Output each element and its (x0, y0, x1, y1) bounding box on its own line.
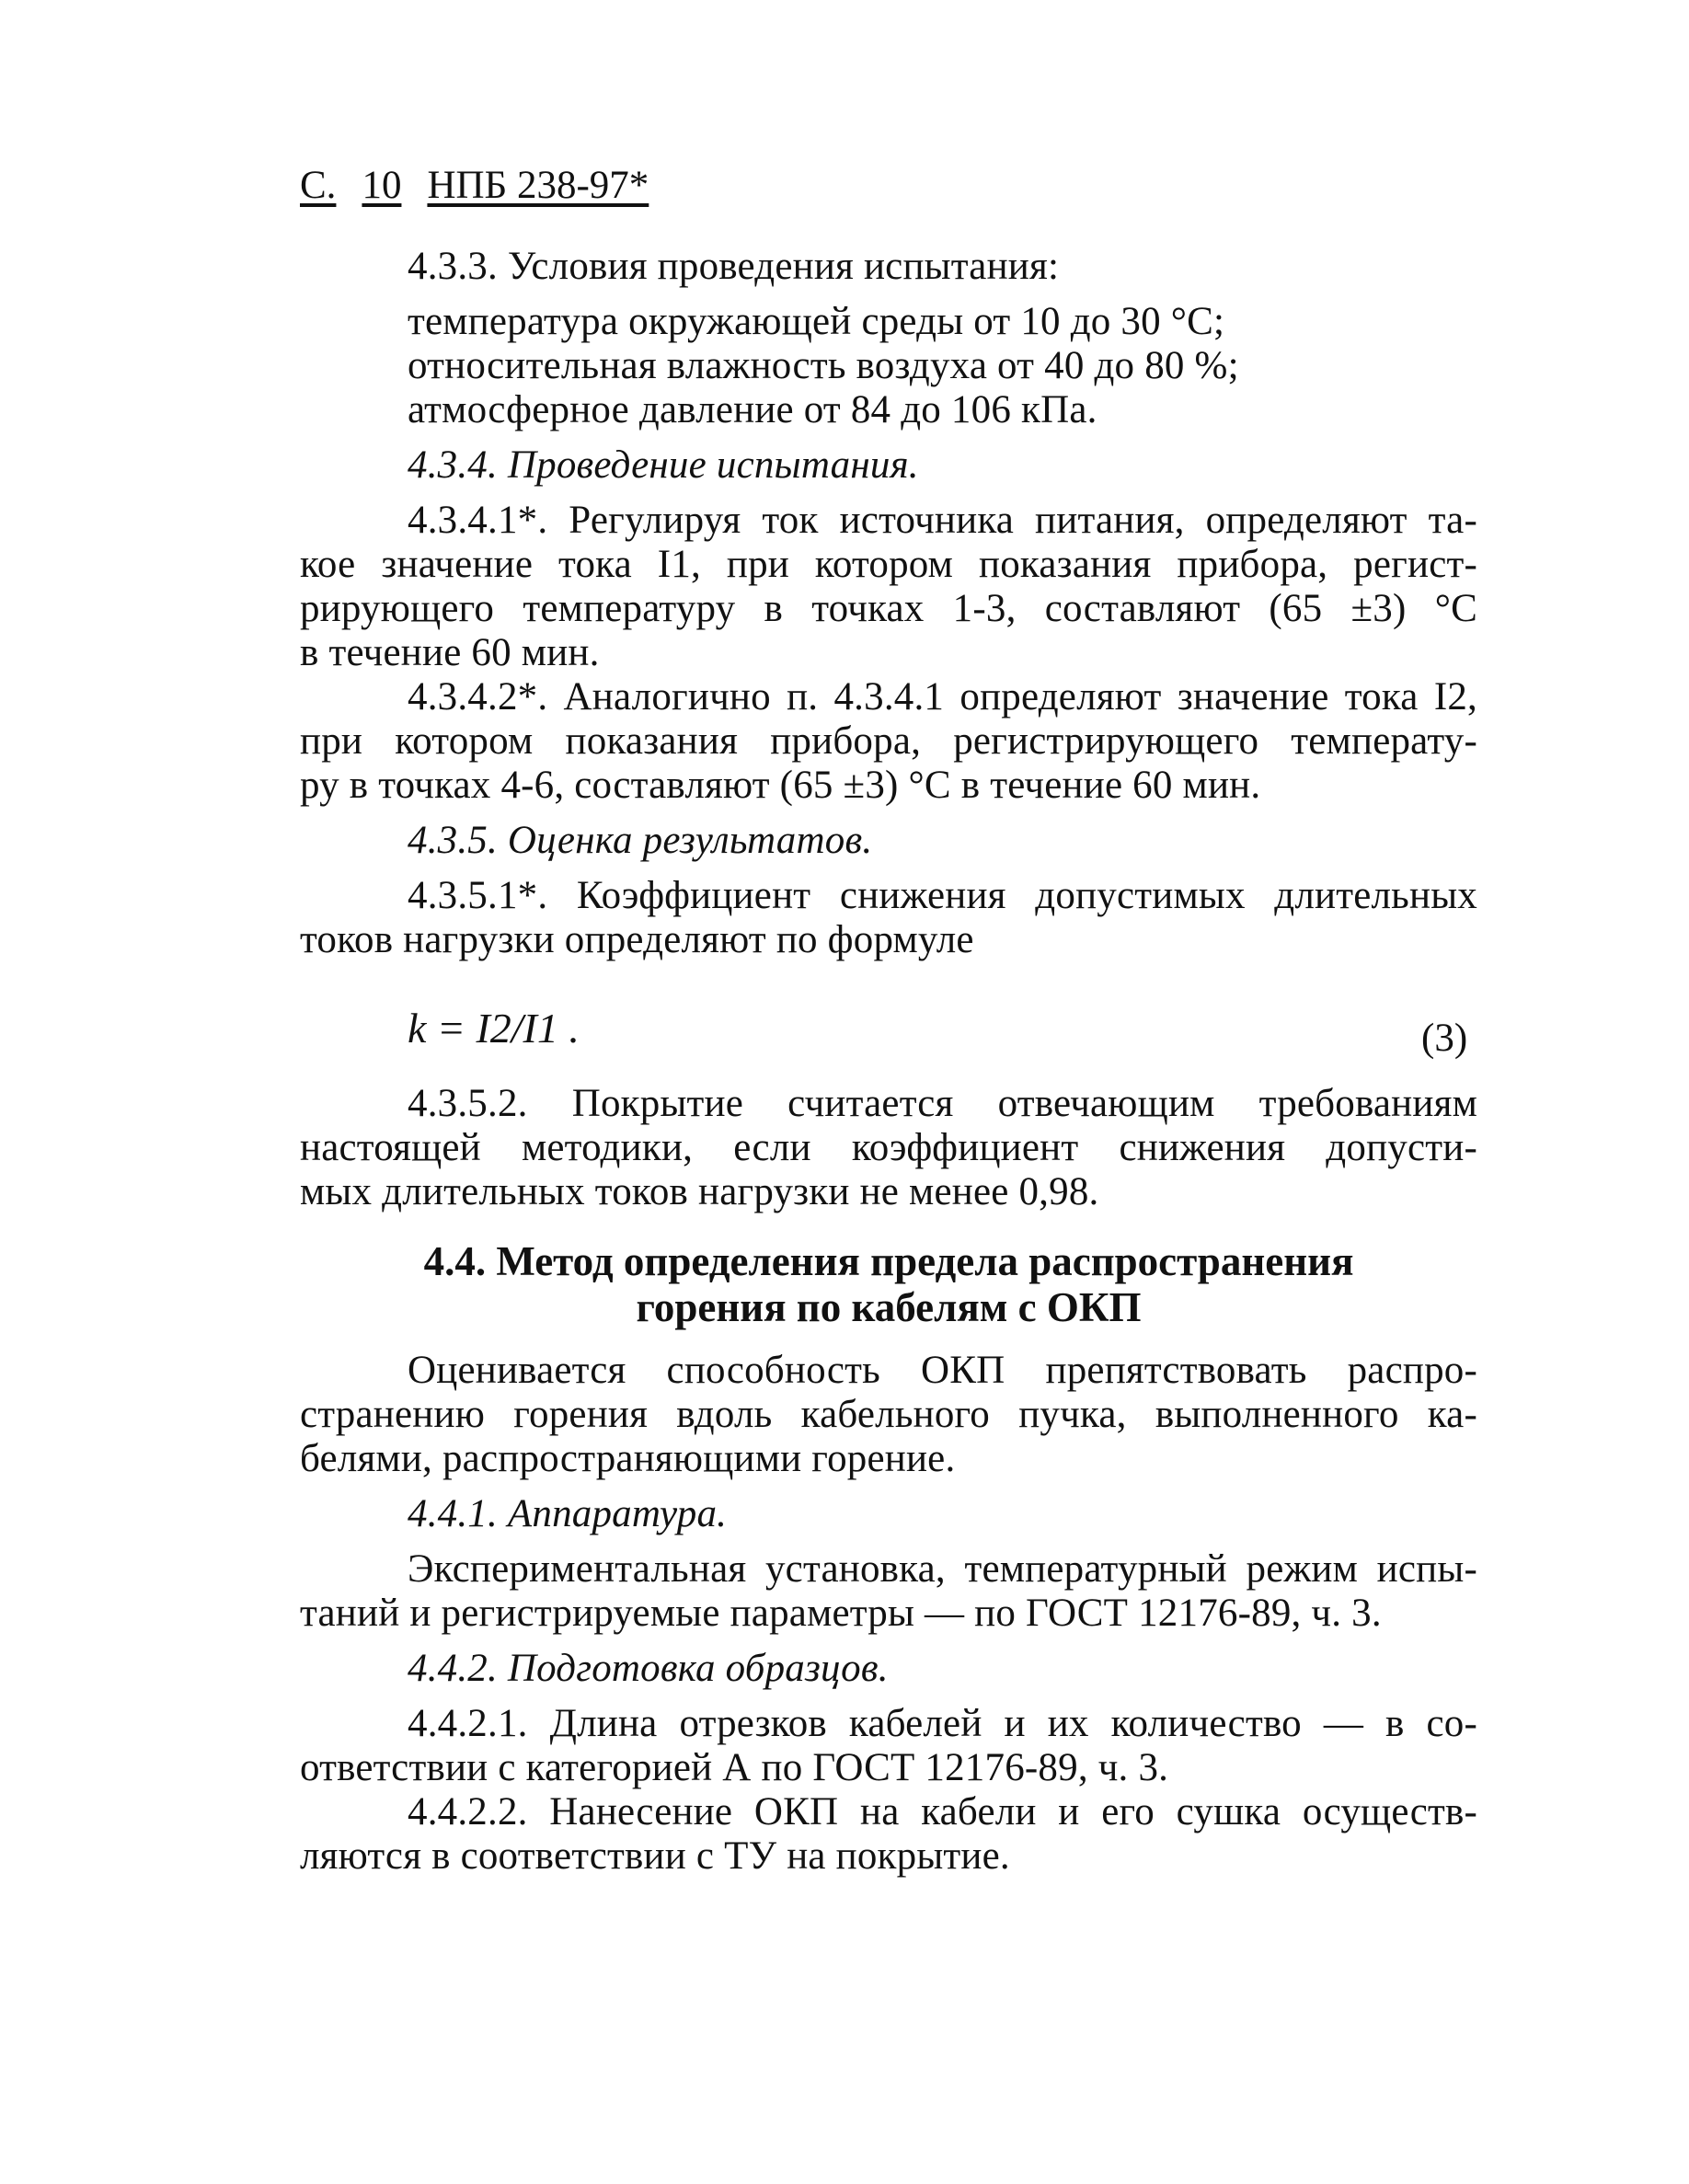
paragraph-line: в течение 60 мин. (300, 631, 600, 674)
condition-humidity: относительная влажность воздуха от 40 до 80 %; (408, 344, 1239, 387)
page-header (300, 164, 649, 208)
paragraph-line: мых длительных токов нагрузки не менее 0,98. (300, 1170, 1099, 1213)
paragraph-line: при котором показания прибора, регистрирующего температу- (300, 719, 1477, 763)
equation-number: (3) (1421, 1017, 1468, 1060)
paragraph-line: 4.3.4.2*. Аналогично п. 4.3.4.1 определяют значение тока I2, (408, 675, 1477, 718)
paragraph-line: ру в точках 4-6, составляют (65 ±3) °С в течение 60 мин. (300, 764, 1261, 807)
paragraph-line: настоящей методики, если коэффициент снижения допусти- (300, 1126, 1477, 1169)
paragraph-line: Экспериментальная установка, температурный режим испы- (408, 1547, 1477, 1591)
paragraph-line: таний и регистрируемые параметры — по ГОСТ 12176-89, ч. 3. (300, 1592, 1382, 1635)
section-4-4-1-title: 4.4.1. Аппаратура. (408, 1492, 728, 1535)
paragraph-line: 4.4.2.1. Длина отрезков кабелей и их количество — в со- (408, 1702, 1477, 1745)
section-4-4-heading-line-1: 4.4. Метод определения предела распространения (423, 1238, 1354, 1284)
paragraph-line: ответствии с категорией А по ГОСТ 12176-89, ч. 3. (300, 1746, 1169, 1789)
page-number: 10 (362, 164, 402, 207)
paragraph-line: белями, распространяющими горение. (300, 1437, 956, 1480)
paragraph-line: кое значение тока I1, при котором показания прибора, регист- (300, 543, 1477, 586)
section-4-3-3-title: 4.3.3. Условия проведения испытания: (408, 245, 1060, 288)
paragraph-line: 4.3.5.2. Покрытие считается отвечающим требованиям (408, 1082, 1477, 1125)
paragraph-line: ляются в соответствии с ТУ на покрытие. (300, 1834, 1010, 1878)
paragraph-line: Оценивается способность ОКП препятствовать распро- (408, 1349, 1477, 1392)
section-4-4-2-title: 4.4.2. Подготовка образцов. (408, 1647, 889, 1690)
section-4-3-5-title: 4.3.5. Оценка результатов. (408, 819, 873, 862)
condition-temperature: температура окружающей среды от 10 до 30 °С; (408, 300, 1225, 343)
paragraph-line: рирующего температуру в точках 1-3, составляют (65 ±3) °С (300, 587, 1477, 630)
paragraph-line: токов нагрузки определяют по формуле (300, 918, 974, 961)
document-code: НПБ 238-97* (427, 164, 649, 207)
page-prefix: С. (300, 164, 337, 207)
section-4-3-4-title: 4.3.4. Проведение испытания. (408, 443, 919, 487)
condition-pressure: атмосферное давление от 84 до 106 кПа. (408, 388, 1097, 431)
paragraph-line: 4.3.4.1*. Регулируя ток источника питания, определяют та- (408, 499, 1477, 542)
paragraph-line: 4.3.5.1*. Коэффициент снижения допустимых длительных (408, 874, 1477, 917)
paragraph-line: странению горения вдоль кабельного пучка, выполненного ка- (300, 1393, 1477, 1436)
formula-3: k = I2/I1 . (408, 1005, 580, 1052)
paragraph-line: 4.4.2.2. Нанесение ОКП на кабели и его сушка осуществ- (408, 1790, 1477, 1833)
section-4-4-heading-line-2: горения по кабелям с ОКП (636, 1284, 1142, 1330)
